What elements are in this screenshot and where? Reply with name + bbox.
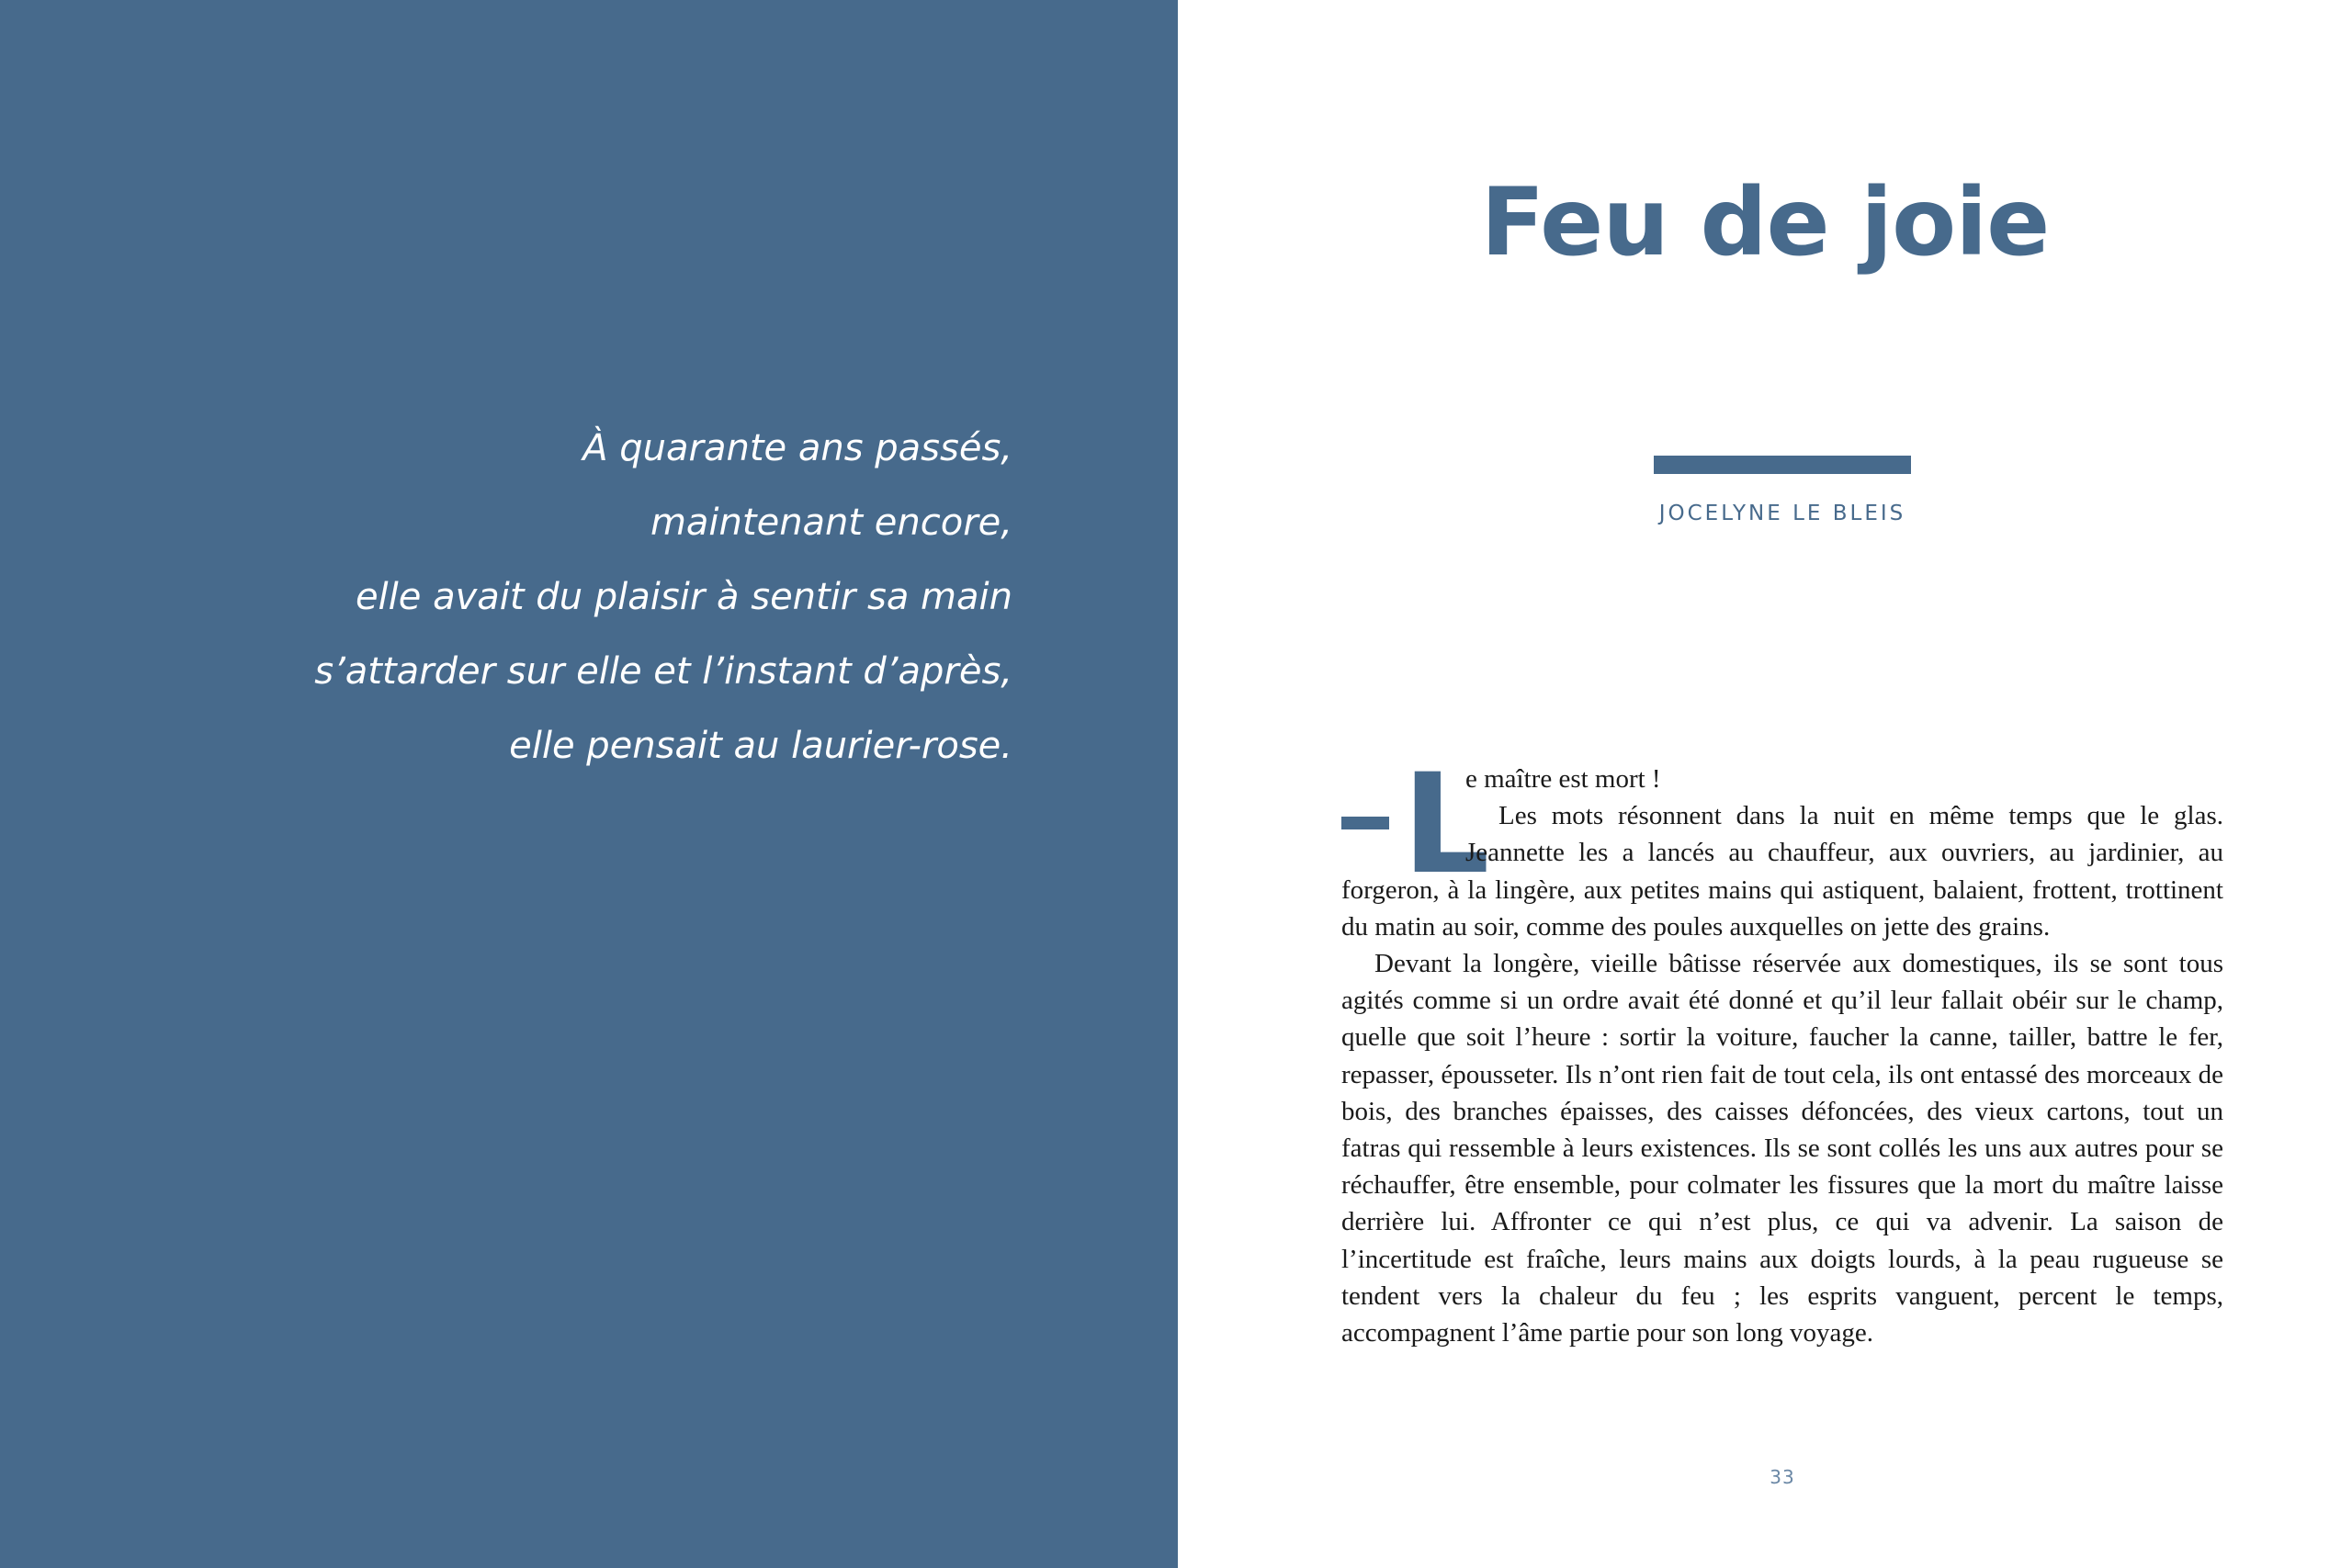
chapter-title: Feu de joie [1480,168,2050,277]
body-paragraph: e maître est mort ! [1465,764,1661,794]
epigraph-line: s’attarder sur elle et l’instant d’après, [314,650,1012,693]
right-page-panel [1178,0,2352,1568]
title-divider [1654,456,1911,474]
author-name: JOCELYNE LE BLEIS [1658,502,1906,525]
epigraph-line: elle avait du plaisir à sentir sa main [355,576,1012,618]
drop-cap: L [1402,745,1490,905]
body-paragraph: Devant la longère, vieille bâtisse réservée aux domestiques, ils se sont tous agités comme si un ordre avait été donné et qu’il leur fallait obéir sur le champ, quelle que soit l’heure : sortir la voiture, faucher la canne, tailler, battre le fer, repasser, épousseter. Ils n’ont rien fait de tout cela, ils ont entassé des morceaux de bois, des branches épaisses, des caisses défoncées, des vieux cartons, tout un fatras qui ressemble à leurs existences. Ils se sont collés les uns aux autres pour se réchauffer, être ensemble, pour colmater les fissures que la mort du maître laisse derrière lui. Affronter ce qui n’est plus, ce qui va advenir. La saison de l’incertitude est fraîche, leurs mains aux doigts lourds, à la peau rugueuse se tendent vers la chaleur du feu ; les esprits vanguent, percent le temps, accompagnent l’âme partie pour son long voyage. [1341,949,2223,1348]
epigraph [186,412,1012,784]
epigraph-line: elle pensait au laurier-rose. [509,725,1012,767]
body-paragraph: Les mots résonnent dans la nuit en même temps que le glas. Jeannette les a lancés au chauffeur, aux ouvriers, au jardinier, au forgeron, à la lingère, aux petites mains qui astiquent, balaient, frottent, trottinent du matin au soir, comme des poules auxquelles on jette des grains. [1341,801,2223,942]
drop-cap-space [1341,761,1465,866]
chapter-body [1341,761,2223,1351]
epigraph-line: À quarante ans passés, [582,427,1012,469]
page-number: 33 [1770,1466,1795,1488]
epigraph-line: maintenant encore, [650,502,1012,544]
